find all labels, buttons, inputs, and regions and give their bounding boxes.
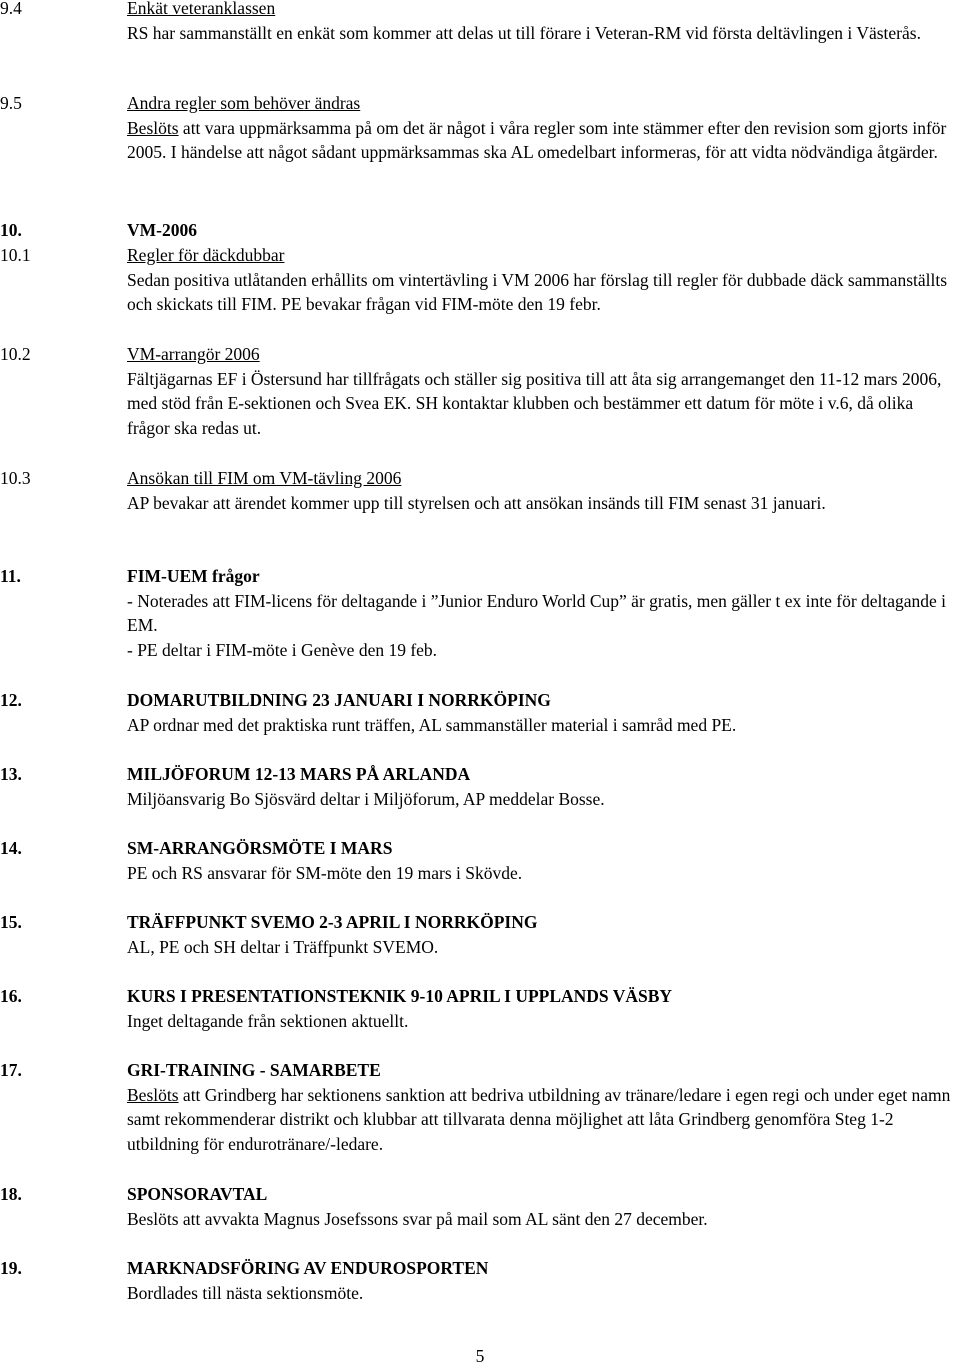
section-text: Sedan positiva utlåtanden erhållits om vintertävling i VM 2006 har förslag till regler för dubbade däck sammanställts och skickats till FIM. PE bevakar frågan vid FIM-möte den 19 febr.	[127, 269, 948, 314]
section-14	[0, 836, 960, 885]
section-number: 17.	[0, 1060, 22, 1080]
section-12	[0, 688, 960, 737]
section-heading: Enkät veteranklassen	[127, 0, 276, 18]
section-text: AL, PE och SH deltar i Träffpunkt SVEMO.	[127, 936, 439, 957]
section-16	[0, 984, 960, 1033]
section-17	[0, 1058, 960, 1156]
section-number: 9.5	[0, 93, 22, 113]
section-heading: VM-2006	[127, 220, 197, 240]
section-number: 13.	[0, 764, 22, 784]
section-13	[0, 762, 960, 811]
section-10-3	[0, 466, 960, 515]
section-heading: SPONSORAVTAL	[127, 1184, 268, 1204]
section-text: Bordlades till nästa sektionsmöte.	[127, 1282, 364, 1303]
section-heading: MILJÖFORUM 12-13 MARS PÅ ARLANDA	[127, 764, 471, 784]
section-number: 10.2	[0, 344, 31, 364]
section-number: 12.	[0, 690, 22, 710]
section-number: 15.	[0, 912, 22, 932]
section-heading: KURS I PRESENTATIONSTEKNIK 9-10 APRIL I UPPLANDS VÄSBY	[127, 986, 673, 1006]
section-heading: FIM-UEM frågor	[127, 566, 260, 586]
decision-keyword: Beslöts	[127, 117, 179, 138]
section-18	[0, 1182, 960, 1231]
section-text: Miljöansvarig Bo Sjösvärd deltar i Miljöforum, AP meddelar Bosse.	[127, 788, 605, 809]
section-heading: SM-ARRANGÖRSMÖTE I MARS	[127, 838, 393, 858]
section-text: Beslöts att Grindberg har sektionens sanktion att bedriva utbildning av tränare/ledare i egen regi och under eget namn samt rekommenderar distrikt och klubbar att tillvarata denna möjlighet att låta Grindberg genomföra Steg 1-2 utbildning för endurotränare/-ledare.	[127, 1084, 951, 1154]
section-9-4	[0, 0, 960, 45]
section-number: 9.4	[0, 0, 22, 18]
section-10	[0, 218, 960, 243]
section-heading: TRÄFFPUNKT SVEMO 2-3 APRIL I NORRKÖPING	[127, 912, 538, 932]
section-15	[0, 910, 960, 959]
section-number: 10.3	[0, 468, 31, 488]
section-number: 11.	[0, 566, 21, 586]
section-text: PE och RS ansvarar för SM-möte den 19 mars i Skövde.	[127, 862, 523, 883]
section-9-5	[0, 91, 960, 165]
section-heading: Regler för däckdubbar	[127, 245, 285, 265]
section-number: 10.1	[0, 245, 31, 265]
section-number: 16.	[0, 986, 22, 1006]
section-heading: MARKNADSFÖRING AV ENDUROSPORTEN	[127, 1258, 489, 1278]
section-text: Inget deltagande från sektionen aktuellt.	[127, 1010, 409, 1031]
section-text: - PE deltar i FIM-möte i Genève den 19 feb.	[127, 639, 438, 660]
section-19	[0, 1256, 960, 1305]
section-heading: Andra regler som behöver ändras	[127, 93, 361, 113]
section-text: AP ordnar med det praktiska runt träffen, AL sammanställer material i samråd med PE.	[127, 714, 737, 735]
decision-keyword: Beslöts	[127, 1084, 179, 1105]
page-number: 5	[475, 1346, 485, 1366]
section-number: 18.	[0, 1184, 22, 1204]
section-number: 14.	[0, 838, 22, 858]
section-text: AP bevakar att ärendet kommer upp till styrelsen och att ansökan insänds till FIM senast 31 januari.	[127, 492, 826, 513]
section-number: 19.	[0, 1258, 22, 1278]
section-text: Beslöts att vara uppmärksamma på om det är något i våra regler som inte stämmer efter den revision som gjorts inför 2005. I händelse att något sådant uppmärksammas ska AL omedelbart informeras, för att vidta nödvändiga åtgärder.	[127, 117, 947, 162]
section-text: RS har sammanställt en enkät som kommer att delas ut till förare i Veteran-RM vid första deltävlingen i Västerås.	[127, 22, 921, 43]
section-text: Beslöts att avvakta Magnus Josefssons svar på mail som AL sänt den 27 december.	[127, 1208, 708, 1229]
section-10-2	[0, 342, 960, 440]
section-11	[0, 564, 960, 662]
section-heading: VM-arrangör 2006	[127, 344, 260, 364]
section-heading: Ansökan till FIM om VM-tävling 2006	[127, 468, 402, 488]
section-text: Fältjägarnas EF i Östersund har tillfrågats och ställer sig positiva till att åta sig arrangemanget den 11-12 mars 2006, med stöd från E-sektionen och Svea EK. SH kontaktar klubben och bestämmer ett datum för möte i v.6, då olika frågor ska redas ut.	[127, 368, 942, 438]
section-number: 10.	[0, 220, 22, 240]
section-text: - Noterades att FIM-licens för deltagande i ”Junior Enduro World Cup” är gratis, men gäller t ex inte för deltagande i EM.	[127, 590, 947, 635]
section-heading: GRI-TRAINING - SAMARBETE	[127, 1060, 381, 1080]
section-heading: DOMARUTBILDNING 23 JANUARI I NORRKÖPING	[127, 690, 551, 710]
section-10-1	[0, 243, 960, 317]
